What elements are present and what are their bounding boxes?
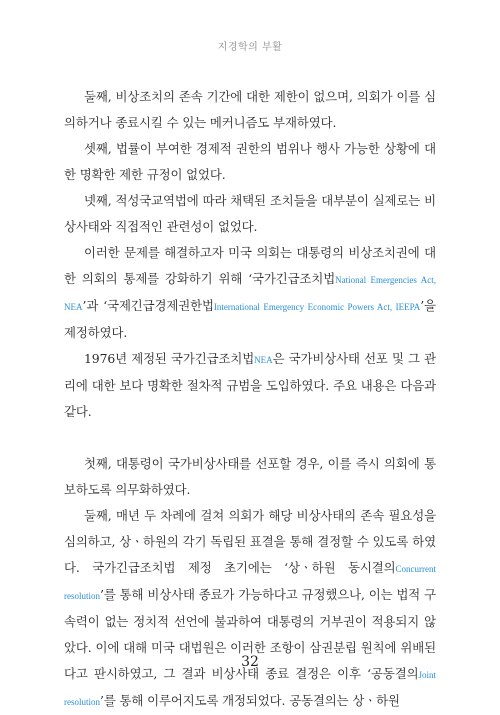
- running-header: 지경학의 부활: [217, 42, 283, 53]
- page-number: 32: [241, 654, 259, 670]
- paragraph: [64, 503, 436, 715]
- paragraph: 넷째, 적성국교역법에 따라 채택된 조치들을 대부분이 실제로는 비상사태와 직접적인 관련성이 없었다.: [64, 193, 436, 234]
- paragraph-text: 둘째, 매년 두 차례에 걸쳐 의회가 해당 비상사태의 존속 필요성을 심의하고, 상ㆍ하원의 각기 독립된 표결을 통해 결정할 수 있도록 하였다. 국가긴급조치법 제정 초기에는 ‘상ㆍ하원 동시결의: [64, 508, 436, 575]
- paragraph: [64, 240, 436, 346]
- english-gloss: Joint resolution: [64, 670, 436, 707]
- body-text: [64, 84, 436, 715]
- english-gloss: Concurrent resolution: [64, 564, 436, 601]
- paragraph: 셋째, 법률이 부여한 경제적 권한의 범위나 행사 가능한 상황에 대한 명확한 제한 규정이 없었다.: [64, 141, 436, 182]
- english-gloss: National Emergencies Act, NEA: [64, 275, 436, 312]
- paragraph-text: ’를 통해 비상사태 종료가 가능하다고 규정했으나, 이는 법적 구속력이 없는 정치적 선언에 불과하여 대통령의 거부권이 적용되지 않았다. 이에 대해 미국 대법원은 이러한 조항이 삼권분립 원칙에 위배된다고 판시하였고, 그 결과 비상사태 종료 결정은 이후 ‘공동결의: [64, 587, 436, 681]
- english-gloss: International Emergency Economic Powers Act, IEEPA: [213, 302, 421, 312]
- english-gloss: NEA: [254, 355, 273, 365]
- paragraph: [64, 346, 436, 425]
- paragraph-text: ’를 통해 이루어지도록 개정되었다. 공동결의는 상ㆍ하원: [100, 693, 400, 708]
- paragraph-text: 이러한 문제를 해결하고자 미국 의회는 대통령의 비상조치권에 대한 의회의 통제를 강화하기 위해 ‘국가긴급조치법: [64, 245, 436, 286]
- paragraph-text: 은 국가비상사태 선포 및 그 관리에 대한 보다 명확한 절차적 규범을 도입하였다. 주요 내용은 다음과 같다.: [64, 351, 436, 419]
- paragraph: 첫째, 대통령이 국가비상사태를 선포할 경우, 이를 즉시 의회에 통보하도록 의무화하였다.: [64, 456, 436, 497]
- paragraph-text: 1976년 제정된 국가긴급조치법: [84, 351, 255, 366]
- paragraph: 둘째, 비상조치의 존속 기간에 대한 제한이 없으며, 의회가 이를 심의하거나 종료시킬 수 있는 메커니즘도 부재하였다.: [64, 89, 436, 130]
- paragraph-text: ’과 ‘국제긴급경제권한법: [82, 298, 214, 313]
- paragraph-text: ’을 제정하였다.: [64, 298, 437, 340]
